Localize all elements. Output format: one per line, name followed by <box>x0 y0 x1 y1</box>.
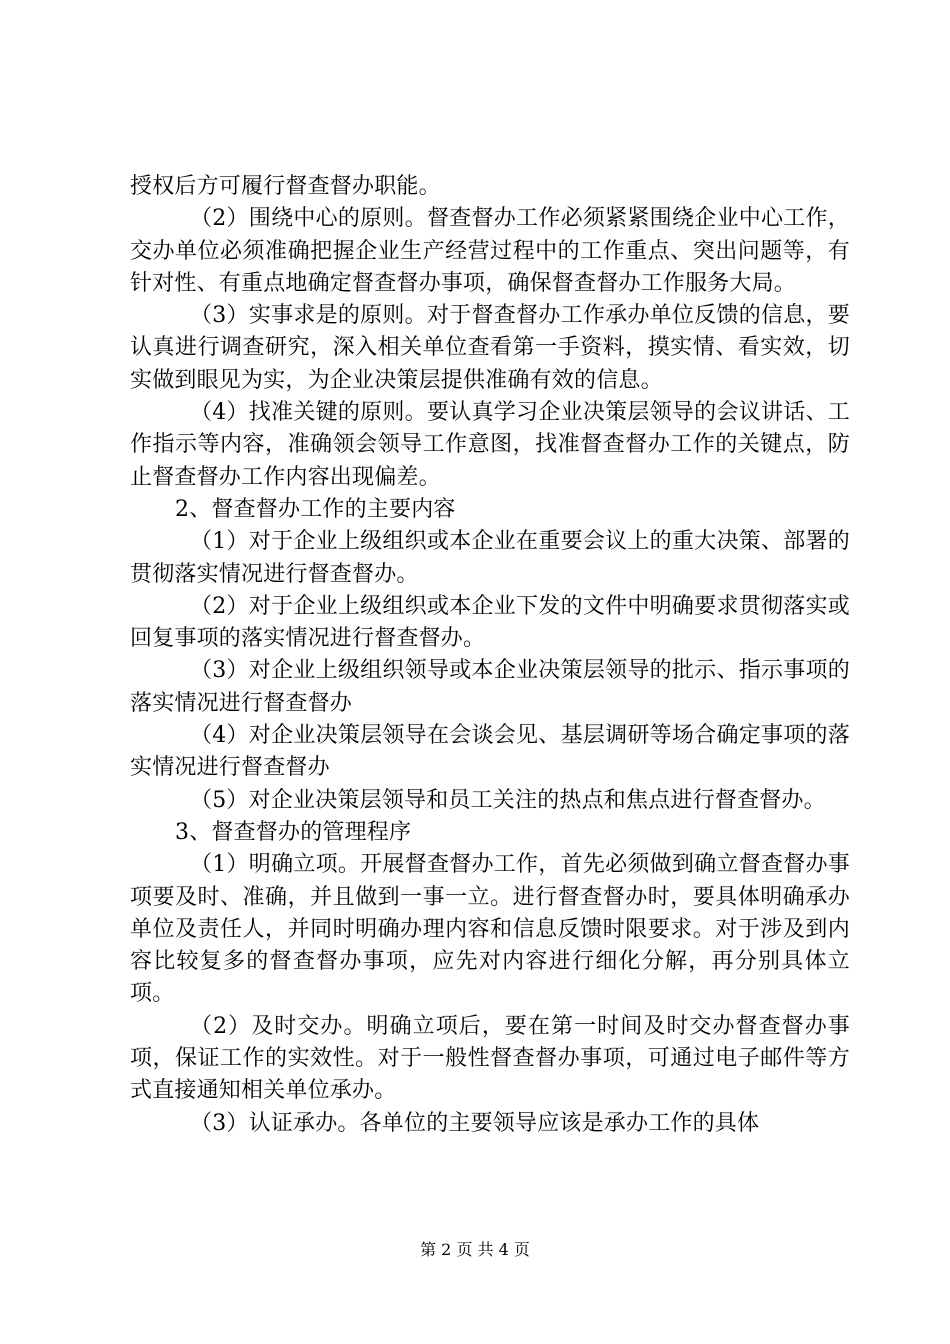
paragraph: 授权后方可履行督查督办职能。 <box>130 174 441 199</box>
paragraph: （4）对企业决策层领导在会谈会见、基层调研等场合确定事项的落实情况进行督查督办 <box>130 723 850 781</box>
paragraph: （1）对于企业上级组织或本企业在重要会议上的重大决策、部署的贯彻落实情况进行督查督办。 <box>130 529 850 587</box>
page-number-label: 第 2 页 共 4 页 <box>420 1240 530 1259</box>
page-footer <box>0 1240 950 1260</box>
paragraph: （3）对企业上级组织领导或本企业决策层领导的批示、指示事项的落实情况进行督查督办 <box>130 658 850 716</box>
document-body <box>130 171 850 1140</box>
paragraph: （2）围绕中心的原则。督查督办工作必须紧紧围绕企业中心工作，交办单位必须准确把握企业生产经营过程中的工作重点、突出问题等，有针对性、有重点地确定督查督办事项，确保督查督办工作服务大局。 <box>130 206 850 296</box>
paragraph: （3）实事求是的原则。对于督查督办工作承办单位反馈的信息，要认真进行调查研究，深入相关单位查看第一手资料，摸实情、看实效，切实做到眼见为实，为企业决策层提供准确有效的信息。 <box>130 303 850 393</box>
section-heading: 3、督查督办的管理程序 <box>175 819 412 845</box>
paragraph: （1）明确立项。开展督查督办工作，首先必须做到确立督查督办事项要及时、准确，并且做到一事一立。进行督查督办时，要具体明确承办单位及责任人，并同时明确办理内容和信息反馈时限要求。对于涉及到内容比较复多的督查督办事项，应先对内容进行细化分解，再分别具体立项。 <box>130 852 850 1007</box>
paragraph: （2）及时交办。明确立项后，要在第一时间及时交办督查督办事项，保证工作的实效性。对于一般性督查督办事项，可通过电子邮件等方式直接通知相关单位承办。 <box>130 1013 850 1104</box>
paragraph: （4）找准关键的原则。要认真学习企业决策层领导的会议讲话、工作指示等内容，准确领会领导工作意图，找准督查督办工作的关键点，防止督查督办工作内容出现偏差。 <box>130 400 850 490</box>
section-heading: 2、督查督办工作的主要内容 <box>175 496 456 522</box>
paragraph: （3）认证承办。各单位的主要领导应该是承办工作的具体 <box>190 1110 760 1136</box>
paragraph: （2）对于企业上级组织或本企业下发的文件中明确要求贯彻落实或回复事项的落实情况进行督查督办。 <box>130 593 850 652</box>
paragraph: （5）对企业决策层领导和员工关注的热点和焦点进行督查督办。 <box>190 787 826 813</box>
